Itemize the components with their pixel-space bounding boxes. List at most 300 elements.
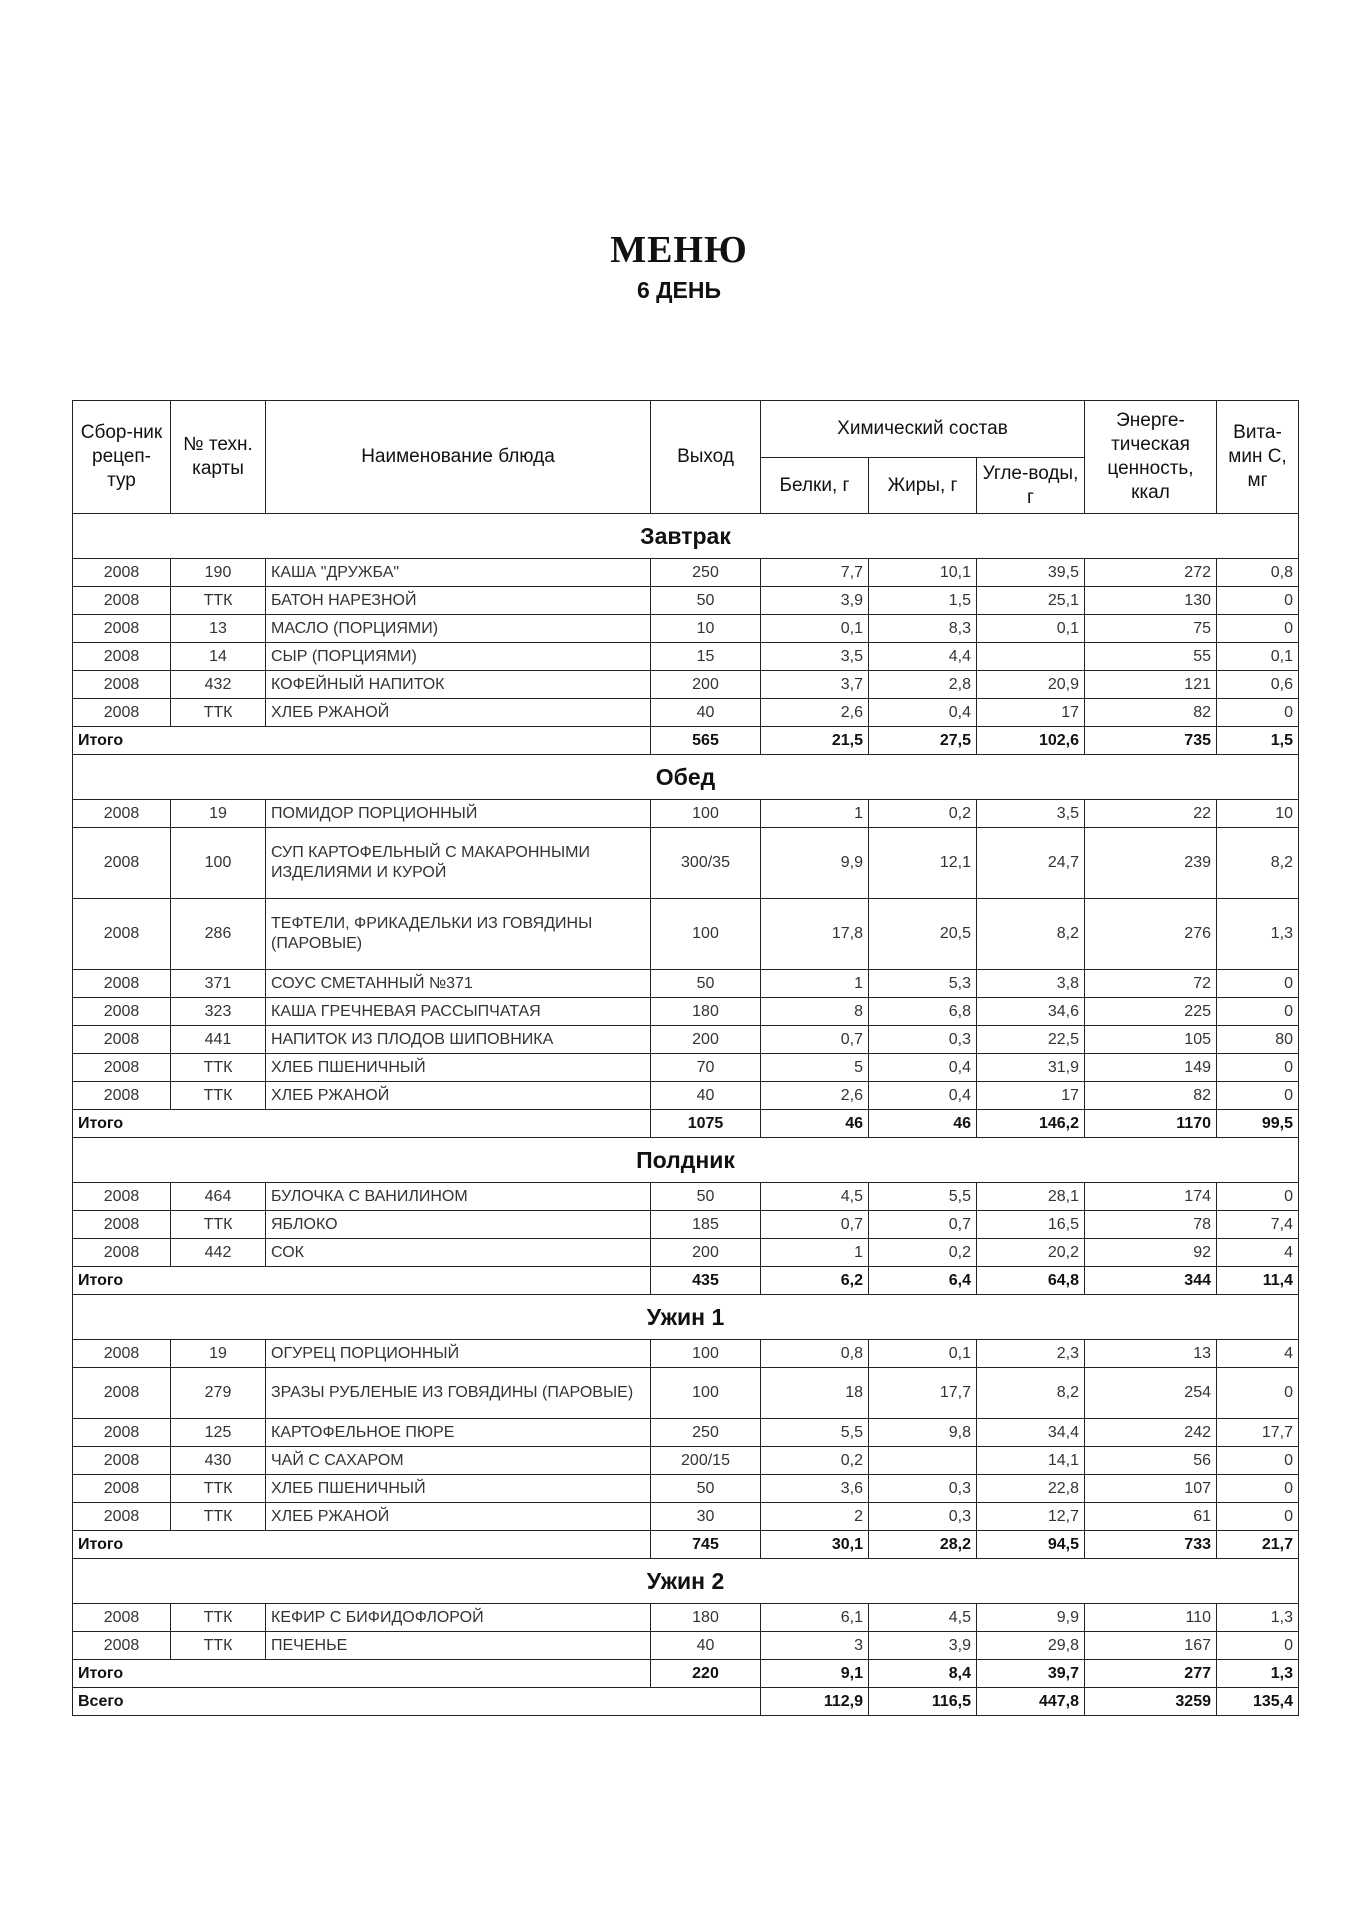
table-row <box>73 559 1299 587</box>
cell-proteins: 17,8 <box>761 899 869 970</box>
total-output: 220 <box>651 1660 761 1688</box>
cell-vitamin-c: 0 <box>1217 998 1299 1026</box>
cell-tech-card: 100 <box>171 828 266 899</box>
cell-tech-card: ТТК <box>171 1503 266 1531</box>
cell-output: 180 <box>651 998 761 1026</box>
cell-carbs: 17 <box>977 699 1085 727</box>
total-energy: 277 <box>1085 1660 1217 1688</box>
total-label: Итого <box>73 1531 651 1559</box>
cell-carbs: 20,2 <box>977 1239 1085 1267</box>
page-subtitle: 6 ДЕНЬ <box>636 277 722 303</box>
cell-vitamin-c: 0 <box>1217 970 1299 998</box>
total-row <box>73 727 1299 755</box>
cell-dish-name: ХЛЕБ РЖАНОЙ <box>266 1503 651 1531</box>
cell-fats: 0,2 <box>869 800 977 828</box>
cell-proteins: 2 <box>761 1503 869 1531</box>
cell-fats: 4,5 <box>869 1604 977 1632</box>
total-vitamin-c: 99,5 <box>1217 1110 1299 1138</box>
table-row <box>73 1054 1299 1082</box>
section-title: Завтрак <box>73 514 1299 559</box>
cell-energy: 276 <box>1085 899 1217 970</box>
grand-total-vitamin-c: 135,4 <box>1217 1688 1299 1716</box>
cell-fats: 0,4 <box>869 1082 977 1110</box>
cell-dish-name: ХЛЕБ РЖАНОЙ <box>266 699 651 727</box>
cell-vitamin-c: 0 <box>1217 1183 1299 1211</box>
cell-proteins: 9,9 <box>761 828 869 899</box>
cell-dish-name: ПЕЧЕНЬЕ <box>266 1632 651 1660</box>
cell-dish-name: СОК <box>266 1239 651 1267</box>
cell-tech-card: 430 <box>171 1447 266 1475</box>
cell-output: 100 <box>651 1340 761 1368</box>
cell-output: 50 <box>651 1183 761 1211</box>
cell-carbs: 39,5 <box>977 559 1085 587</box>
table-row <box>73 1368 1299 1419</box>
cell-tech-card: 125 <box>171 1419 266 1447</box>
cell-collection: 2008 <box>73 699 171 727</box>
table-row <box>73 1503 1299 1531</box>
cell-fats: 3,9 <box>869 1632 977 1660</box>
cell-output: 200 <box>651 1239 761 1267</box>
total-vitamin-c: 21,7 <box>1217 1531 1299 1559</box>
total-output: 435 <box>651 1267 761 1295</box>
table-row <box>73 671 1299 699</box>
header-collection: Сбор-ник рецеп-тур <box>73 401 171 514</box>
cell-vitamin-c: 0 <box>1217 699 1299 727</box>
cell-fats: 0,4 <box>869 699 977 727</box>
section-header-row <box>73 755 1299 800</box>
cell-proteins: 0,7 <box>761 1026 869 1054</box>
section-title: Ужин 1 <box>73 1295 1299 1340</box>
cell-energy: 56 <box>1085 1447 1217 1475</box>
cell-fats: 10,1 <box>869 559 977 587</box>
cell-carbs: 22,8 <box>977 1475 1085 1503</box>
total-row <box>73 1531 1299 1559</box>
header-fats: Жиры, г <box>869 458 977 514</box>
total-carbs: 39,7 <box>977 1660 1085 1688</box>
cell-output: 180 <box>651 1604 761 1632</box>
cell-carbs: 22,5 <box>977 1026 1085 1054</box>
total-row <box>73 1110 1299 1138</box>
cell-carbs: 29,8 <box>977 1632 1085 1660</box>
total-proteins: 6,2 <box>761 1267 869 1295</box>
cell-carbs: 17 <box>977 1082 1085 1110</box>
cell-vitamin-c: 4 <box>1217 1340 1299 1368</box>
table-row <box>73 1447 1299 1475</box>
cell-vitamin-c: 0 <box>1217 1447 1299 1475</box>
cell-tech-card: ТТК <box>171 1082 266 1110</box>
cell-output: 250 <box>651 1419 761 1447</box>
cell-tech-card: 286 <box>171 899 266 970</box>
cell-collection: 2008 <box>73 1026 171 1054</box>
cell-energy: 78 <box>1085 1211 1217 1239</box>
cell-energy: 110 <box>1085 1604 1217 1632</box>
cell-dish-name: КАША ГРЕЧНЕВАЯ РАССЫПЧАТАЯ <box>266 998 651 1026</box>
cell-dish-name: КЕФИР С БИФИДОФЛОРОЙ <box>266 1604 651 1632</box>
cell-fats: 20,5 <box>869 899 977 970</box>
cell-energy: 174 <box>1085 1183 1217 1211</box>
cell-dish-name: БУЛОЧКА С ВАНИЛИНОМ <box>266 1183 651 1211</box>
table-row <box>73 1026 1299 1054</box>
table-row <box>73 1419 1299 1447</box>
cell-carbs: 8,2 <box>977 899 1085 970</box>
grand-total-row <box>73 1688 1299 1716</box>
total-label: Итого <box>73 1267 651 1295</box>
section-header-row <box>73 1138 1299 1183</box>
cell-dish-name: СОУС СМЕТАННЫЙ №371 <box>266 970 651 998</box>
cell-dish-name: ХЛЕБ РЖАНОЙ <box>266 1082 651 1110</box>
cell-collection: 2008 <box>73 828 171 899</box>
cell-collection: 2008 <box>73 1211 171 1239</box>
cell-carbs: 28,1 <box>977 1183 1085 1211</box>
cell-energy: 272 <box>1085 559 1217 587</box>
cell-energy: 130 <box>1085 587 1217 615</box>
cell-fats <box>869 1447 977 1475</box>
cell-tech-card: ТТК <box>171 1054 266 1082</box>
total-proteins: 46 <box>761 1110 869 1138</box>
cell-dish-name: СЫР (ПОРЦИЯМИ) <box>266 643 651 671</box>
cell-vitamin-c: 0 <box>1217 1503 1299 1531</box>
cell-output: 100 <box>651 899 761 970</box>
cell-fats: 0,3 <box>869 1026 977 1054</box>
cell-energy: 167 <box>1085 1632 1217 1660</box>
cell-proteins: 0,8 <box>761 1340 869 1368</box>
section-header-row <box>73 1295 1299 1340</box>
total-output: 1075 <box>651 1110 761 1138</box>
cell-collection: 2008 <box>73 1368 171 1419</box>
cell-output: 50 <box>651 1475 761 1503</box>
cell-output: 50 <box>651 970 761 998</box>
cell-output: 100 <box>651 800 761 828</box>
cell-proteins: 7,7 <box>761 559 869 587</box>
cell-dish-name: НАПИТОК ИЗ ПЛОДОВ ШИПОВНИКА <box>266 1026 651 1054</box>
menu-body <box>73 514 1299 1716</box>
cell-carbs: 9,9 <box>977 1604 1085 1632</box>
cell-proteins: 1 <box>761 970 869 998</box>
header-dish-name: Наименование блюда <box>266 401 651 514</box>
cell-proteins: 6,1 <box>761 1604 869 1632</box>
cell-fats: 17,7 <box>869 1368 977 1419</box>
cell-output: 30 <box>651 1503 761 1531</box>
cell-proteins: 5,5 <box>761 1419 869 1447</box>
table-row <box>73 1082 1299 1110</box>
grand-total-carbs: 447,8 <box>977 1688 1085 1716</box>
total-label: Итого <box>73 1660 651 1688</box>
total-label: Итого <box>73 727 651 755</box>
total-proteins: 30,1 <box>761 1531 869 1559</box>
total-row <box>73 1660 1299 1688</box>
table-row <box>73 998 1299 1026</box>
cell-energy: 121 <box>1085 671 1217 699</box>
table-row <box>73 615 1299 643</box>
cell-carbs: 14,1 <box>977 1447 1085 1475</box>
cell-energy: 105 <box>1085 1026 1217 1054</box>
cell-fats: 8,3 <box>869 615 977 643</box>
cell-collection: 2008 <box>73 559 171 587</box>
cell-energy: 239 <box>1085 828 1217 899</box>
table-row <box>73 1604 1299 1632</box>
cell-proteins: 5 <box>761 1054 869 1082</box>
header-energy: Энерге-тическая ценность, ккал <box>1085 401 1217 514</box>
cell-tech-card: ТТК <box>171 1604 266 1632</box>
cell-carbs: 25,1 <box>977 587 1085 615</box>
total-label: Итого <box>73 1110 651 1138</box>
cell-fats: 0,3 <box>869 1503 977 1531</box>
cell-tech-card: ТТК <box>171 1632 266 1660</box>
table-row <box>73 800 1299 828</box>
cell-fats: 6,8 <box>869 998 977 1026</box>
table-row <box>73 1183 1299 1211</box>
cell-collection: 2008 <box>73 899 171 970</box>
total-carbs: 146,2 <box>977 1110 1085 1138</box>
cell-collection: 2008 <box>73 800 171 828</box>
cell-output: 300/35 <box>651 828 761 899</box>
cell-output: 50 <box>651 587 761 615</box>
cell-proteins: 0,1 <box>761 615 869 643</box>
table-row <box>73 1340 1299 1368</box>
cell-collection: 2008 <box>73 998 171 1026</box>
cell-vitamin-c: 0,1 <box>1217 643 1299 671</box>
cell-vitamin-c: 4 <box>1217 1239 1299 1267</box>
total-proteins: 21,5 <box>761 727 869 755</box>
cell-proteins: 2,6 <box>761 1082 869 1110</box>
cell-output: 200 <box>651 671 761 699</box>
cell-carbs: 3,5 <box>977 800 1085 828</box>
cell-vitamin-c: 0,8 <box>1217 559 1299 587</box>
cell-collection: 2008 <box>73 1082 171 1110</box>
table-row <box>73 699 1299 727</box>
cell-dish-name: СУП КАРТОФЕЛЬНЫЙ С МАКАРОННЫМИ ИЗДЕЛИЯМИ И КУРОЙ <box>266 828 651 899</box>
cell-dish-name: ЧАЙ С САХАРОМ <box>266 1447 651 1475</box>
total-fats: 6,4 <box>869 1267 977 1295</box>
cell-carbs <box>977 643 1085 671</box>
cell-proteins: 1 <box>761 1239 869 1267</box>
cell-tech-card: 279 <box>171 1368 266 1419</box>
cell-tech-card: 14 <box>171 643 266 671</box>
cell-proteins: 18 <box>761 1368 869 1419</box>
cell-collection: 2008 <box>73 1503 171 1531</box>
cell-collection: 2008 <box>73 1183 171 1211</box>
cell-tech-card: 442 <box>171 1239 266 1267</box>
cell-carbs: 16,5 <box>977 1211 1085 1239</box>
header-chemical: Химический состав <box>761 401 1085 458</box>
cell-collection: 2008 <box>73 1604 171 1632</box>
cell-dish-name: ХЛЕБ ПШЕНИЧНЫЙ <box>266 1054 651 1082</box>
grand-total-fats: 116,5 <box>869 1688 977 1716</box>
section-title: Обед <box>73 755 1299 800</box>
cell-tech-card: 371 <box>171 970 266 998</box>
menu-table <box>72 400 1299 1716</box>
total-output: 745 <box>651 1531 761 1559</box>
cell-carbs: 3,8 <box>977 970 1085 998</box>
cell-vitamin-c: 0,6 <box>1217 671 1299 699</box>
header-proteins: Белки, г <box>761 458 869 514</box>
total-carbs: 64,8 <box>977 1267 1085 1295</box>
cell-proteins: 3,6 <box>761 1475 869 1503</box>
cell-tech-card: 432 <box>171 671 266 699</box>
cell-collection: 2008 <box>73 615 171 643</box>
cell-tech-card: 13 <box>171 615 266 643</box>
cell-collection: 2008 <box>73 671 171 699</box>
table-row <box>73 899 1299 970</box>
cell-vitamin-c: 0 <box>1217 615 1299 643</box>
cell-energy: 254 <box>1085 1368 1217 1419</box>
table-row <box>73 587 1299 615</box>
cell-vitamin-c: 17,7 <box>1217 1419 1299 1447</box>
cell-collection: 2008 <box>73 1475 171 1503</box>
cell-energy: 13 <box>1085 1340 1217 1368</box>
total-energy: 1170 <box>1085 1110 1217 1138</box>
cell-energy: 82 <box>1085 699 1217 727</box>
cell-collection: 2008 <box>73 1419 171 1447</box>
cell-carbs: 8,2 <box>977 1368 1085 1419</box>
total-proteins: 9,1 <box>761 1660 869 1688</box>
cell-output: 15 <box>651 643 761 671</box>
cell-energy: 225 <box>1085 998 1217 1026</box>
total-fats: 27,5 <box>869 727 977 755</box>
cell-proteins: 3,5 <box>761 643 869 671</box>
cell-vitamin-c: 7,4 <box>1217 1211 1299 1239</box>
section-header-row <box>73 1559 1299 1604</box>
cell-tech-card: ТТК <box>171 587 266 615</box>
grand-total-label: Всего <box>73 1688 761 1716</box>
total-fats: 28,2 <box>869 1531 977 1559</box>
total-carbs: 102,6 <box>977 727 1085 755</box>
cell-vitamin-c: 0 <box>1217 1475 1299 1503</box>
table-row <box>73 828 1299 899</box>
cell-carbs: 24,7 <box>977 828 1085 899</box>
cell-fats: 12,1 <box>869 828 977 899</box>
cell-collection: 2008 <box>73 1340 171 1368</box>
total-energy: 733 <box>1085 1531 1217 1559</box>
cell-dish-name: ЗРАЗЫ РУБЛЕНЫЕ ИЗ ГОВЯДИНЫ (ПАРОВЫЕ) <box>266 1368 651 1419</box>
cell-vitamin-c: 8,2 <box>1217 828 1299 899</box>
cell-collection: 2008 <box>73 643 171 671</box>
table-row <box>73 1239 1299 1267</box>
cell-vitamin-c: 0 <box>1217 1632 1299 1660</box>
cell-carbs: 2,3 <box>977 1340 1085 1368</box>
cell-dish-name: БАТОН НАРЕЗНОЙ <box>266 587 651 615</box>
cell-energy: 92 <box>1085 1239 1217 1267</box>
cell-output: 10 <box>651 615 761 643</box>
cell-dish-name: ХЛЕБ ПШЕНИЧНЫЙ <box>266 1475 651 1503</box>
cell-tech-card: 323 <box>171 998 266 1026</box>
cell-carbs: 34,6 <box>977 998 1085 1026</box>
table-row <box>73 1632 1299 1660</box>
cell-vitamin-c: 80 <box>1217 1026 1299 1054</box>
total-fats: 46 <box>869 1110 977 1138</box>
header-vitamin-c: Вита-мин С, мг <box>1217 401 1299 514</box>
cell-vitamin-c: 0 <box>1217 1054 1299 1082</box>
cell-fats: 4,4 <box>869 643 977 671</box>
total-vitamin-c: 11,4 <box>1217 1267 1299 1295</box>
cell-dish-name: КАША "ДРУЖБА" <box>266 559 651 587</box>
cell-dish-name: ОГУРЕЦ ПОРЦИОННЫЙ <box>266 1340 651 1368</box>
cell-energy: 149 <box>1085 1054 1217 1082</box>
cell-fats: 0,7 <box>869 1211 977 1239</box>
total-energy: 735 <box>1085 727 1217 755</box>
grand-total-energy: 3259 <box>1085 1688 1217 1716</box>
cell-dish-name: КАРТОФЕЛЬНОЕ ПЮРЕ <box>266 1419 651 1447</box>
cell-vitamin-c: 10 <box>1217 800 1299 828</box>
cell-carbs: 0,1 <box>977 615 1085 643</box>
total-carbs: 94,5 <box>977 1531 1085 1559</box>
cell-proteins: 3,7 <box>761 671 869 699</box>
cell-energy: 55 <box>1085 643 1217 671</box>
grand-total-proteins: 112,9 <box>761 1688 869 1716</box>
header-carbs: Угле-воды, г <box>977 458 1085 514</box>
cell-vitamin-c: 0 <box>1217 587 1299 615</box>
cell-fats: 0,1 <box>869 1340 977 1368</box>
cell-collection: 2008 <box>73 1632 171 1660</box>
cell-vitamin-c: 0 <box>1217 1368 1299 1419</box>
cell-output: 70 <box>651 1054 761 1082</box>
cell-collection: 2008 <box>73 1447 171 1475</box>
cell-collection: 2008 <box>73 1239 171 1267</box>
section-title: Ужин 2 <box>73 1559 1299 1604</box>
cell-carbs: 31,9 <box>977 1054 1085 1082</box>
cell-output: 40 <box>651 1082 761 1110</box>
cell-collection: 2008 <box>73 970 171 998</box>
cell-collection: 2008 <box>73 587 171 615</box>
cell-energy: 242 <box>1085 1419 1217 1447</box>
header-tech-card: № техн. карты <box>171 401 266 514</box>
cell-energy: 75 <box>1085 615 1217 643</box>
cell-proteins: 4,5 <box>761 1183 869 1211</box>
cell-fats: 5,3 <box>869 970 977 998</box>
cell-fats: 1,5 <box>869 587 977 615</box>
cell-tech-card: ТТК <box>171 1211 266 1239</box>
cell-carbs: 34,4 <box>977 1419 1085 1447</box>
cell-output: 40 <box>651 699 761 727</box>
cell-energy: 22 <box>1085 800 1217 828</box>
cell-energy: 82 <box>1085 1082 1217 1110</box>
cell-fats: 5,5 <box>869 1183 977 1211</box>
cell-vitamin-c: 1,3 <box>1217 899 1299 970</box>
cell-output: 200/15 <box>651 1447 761 1475</box>
cell-collection: 2008 <box>73 1054 171 1082</box>
cell-tech-card: 19 <box>171 1340 266 1368</box>
total-vitamin-c: 1,3 <box>1217 1660 1299 1688</box>
cell-carbs: 12,7 <box>977 1503 1085 1531</box>
cell-proteins: 0,7 <box>761 1211 869 1239</box>
cell-dish-name: ПОМИДОР ПОРЦИОННЫЙ <box>266 800 651 828</box>
cell-dish-name: ЯБЛОКО <box>266 1211 651 1239</box>
cell-tech-card: 19 <box>171 800 266 828</box>
table-row <box>73 970 1299 998</box>
table-row <box>73 1211 1299 1239</box>
cell-dish-name: МАСЛО (ПОРЦИЯМИ) <box>266 615 651 643</box>
cell-carbs: 20,9 <box>977 671 1085 699</box>
cell-energy: 107 <box>1085 1475 1217 1503</box>
total-vitamin-c: 1,5 <box>1217 727 1299 755</box>
cell-dish-name: ТЕФТЕЛИ, ФРИКАДЕЛЬКИ ИЗ ГОВЯДИНЫ (ПАРОВЫЕ) <box>266 899 651 970</box>
cell-fats: 0,2 <box>869 1239 977 1267</box>
table-row <box>73 643 1299 671</box>
cell-vitamin-c: 1,3 <box>1217 1604 1299 1632</box>
cell-vitamin-c: 0 <box>1217 1082 1299 1110</box>
cell-output: 200 <box>651 1026 761 1054</box>
cell-fats: 0,4 <box>869 1054 977 1082</box>
cell-tech-card: 190 <box>171 559 266 587</box>
cell-energy: 72 <box>1085 970 1217 998</box>
total-output: 565 <box>651 727 761 755</box>
cell-fats: 0,3 <box>869 1475 977 1503</box>
cell-output: 250 <box>651 559 761 587</box>
total-fats: 8,4 <box>869 1660 977 1688</box>
cell-tech-card: ТТК <box>171 1475 266 1503</box>
table-row <box>73 1475 1299 1503</box>
cell-output: 185 <box>651 1211 761 1239</box>
